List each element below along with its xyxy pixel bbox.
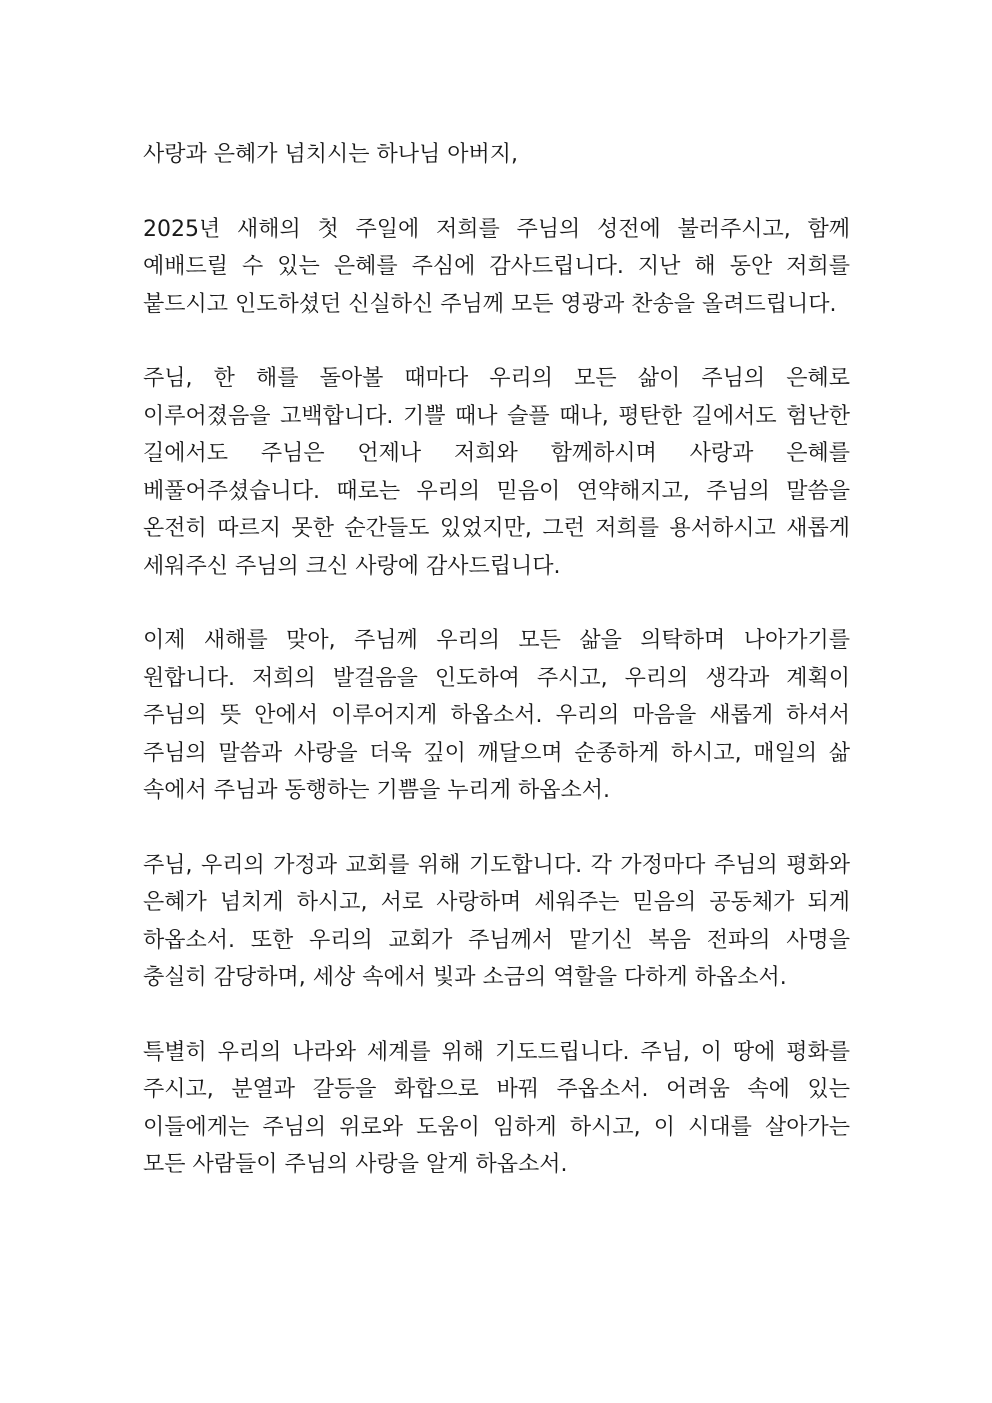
paragraph-1: 2025년 새해의 첫 주일에 저희를 주님의 성전에 불러주시고, 함께 예배드릴 수 있는 은혜를 주심에 감사드립니다. 지난 해 동안 저희를 붙드시고 인도하셨던 신실하신 주님께 모든 영광과 찬송을 올려드립니다.: [143, 216, 850, 317]
prayer-text: [143, 136, 850, 1184]
paragraph-4: 주님, 우리의 가정과 교회를 위해 기도합니다. 각 가정마다 주님의 평화와 은혜가 넘치게 하시고, 서로 사랑하며 세워주는 믿음의 공동체가 되게 하옵소서. 또한 우리의 교회가 주님께서 맡기신 복음 전파의 사명을 충실히 감당하며, 세상 속에서 빛과 소금의 역할을 다하게 하옵소서.: [143, 852, 850, 990]
salutation: 사랑과 은혜가 넘치시는 하나님 아버지,: [143, 142, 518, 167]
paragraph-3: 이제 새해를 맞아, 주님께 우리의 모든 삶을 의탁하며 나아가기를 원합니다. 저희의 발걸음을 인도하여 주시고, 우리의 생각과 계획이 주님의 뜻 안에서 이루어지게 하옵소서. 우리의 마음을 새롭게 하셔서 주님의 말씀과 사랑을 더욱 깊이 깨달으며 순종하게 하시고, 매일의 삶 속에서 주님과 동행하는 기쁨을 누리게 하옵소서.: [143, 628, 850, 803]
paragraph-5: 특별히 우리의 나라와 세계를 위해 기도드립니다. 주님, 이 땅에 평화를 주시고, 분열과 갈등을 화합으로 바꿔 주옵소서. 어려움 속에 있는 이들에게는 주님의 위로와 도움이 임하게 하시고, 이 시대를 살아가는 모든 사람들이 주님의 사랑을 알게 하옵소서.: [143, 1039, 850, 1177]
paragraph-2: 주님, 한 해를 돌아볼 때마다 우리의 모든 삶이 주님의 은혜로 이루어졌음을 고백합니다. 기쁠 때나 슬플 때나, 평탄한 길에서도 험난한 길에서도 주님은 언제나 저희와 함께하시며 사랑과 은혜를 베풀어주셨습니다. 때로는 우리의 믿음이 연약해지고, 주님의 말씀을 온전히 따르지 못한 순간들도 있었지만, 그런 저희를 용서하시고 새롭게 세워주신 주님의 크신 사랑에 감사드립니다.: [143, 366, 850, 579]
